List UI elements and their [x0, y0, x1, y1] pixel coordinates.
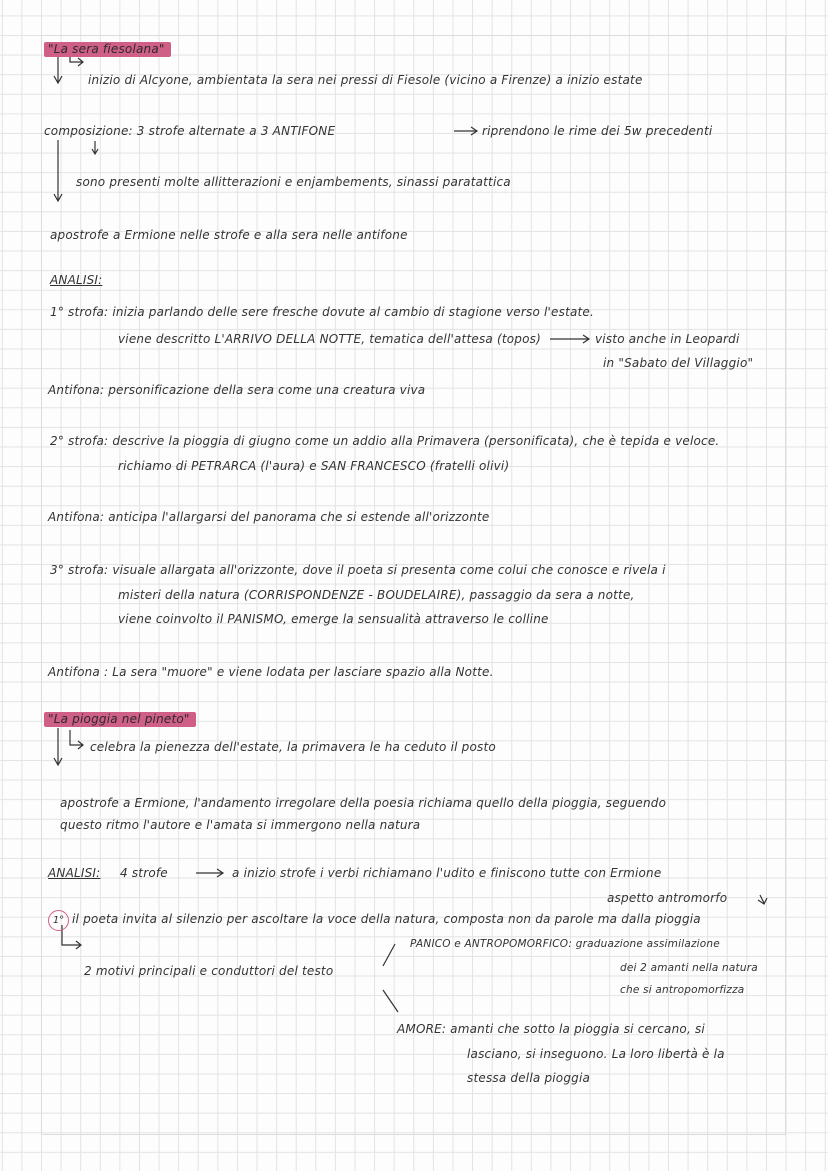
strofa1-line1: 1° strofa: inizia parlando delle sere fresche dovute al cambio di stagione verso l'estate.: [50, 305, 595, 319]
section1-analisi-heading: ANALISI:: [50, 273, 103, 287]
section2-analisi-heading: ANALISI:: [48, 866, 101, 880]
panico-line2: dei 2 amanti nella natura: [620, 962, 758, 974]
strofa1-line4: in "Sabato del Villaggio": [603, 356, 754, 370]
section2-para2: questo ritmo l'autore e l'amata si immergono nella natura: [60, 818, 421, 832]
antifona2: Antifona: anticipa l'allargarsi del panorama che si estende all'orizzonte: [48, 510, 490, 524]
panico-line3: che si antropomorfizza: [620, 984, 745, 996]
strofa1-line2: viene descritto L'ARRIVO DELLA NOTTE, tematica dell'attesa (topos): [118, 332, 541, 346]
arrow-intro-2: [54, 728, 62, 765]
arrow-comp-side: [54, 140, 62, 201]
section2-title: "La pioggia nel pineto": [44, 712, 196, 726]
section2-poeta: il poeta invita al silenzio per ascoltare la voce della natura, composta non da parole ma dalla pioggia: [72, 912, 701, 926]
strofa3-line1: 3° strofa: visuale allargata all'orizzonte, dove il poeta si presenta come colui che conosce e rivela i: [50, 563, 666, 577]
arrow-analisi-right: [196, 869, 223, 877]
arrow-leopardi: [550, 335, 589, 343]
section2-strofe-note: a inizio strofe i verbi richiamano l'udito e finiscono tutte con Ermione: [232, 866, 662, 880]
amore-line2: lasciano, si inseguono. La loro libertà è la: [467, 1047, 725, 1061]
section1-apostrofe: apostrofe a Ermione nelle strofe e alla sera nelle antifone: [50, 228, 408, 242]
arrow-comp-right: [454, 127, 477, 135]
strofa1-line3: visto anche in Leopardi: [595, 332, 740, 346]
section1-composition-note: riprendono le rime dei 5w precedenti: [482, 124, 713, 138]
strofa2-line1: 2° strofa: descrive la pioggia di giugno come un addio alla Primavera (personificata), che è tepida e veloce.: [50, 434, 720, 448]
section1-composition: composizione: 3 strofe alternate a 3 ANTIFONE: [44, 124, 336, 138]
arrow-comp-down: [92, 141, 98, 154]
panico-line1: PANICO e ANTROPOMORFICO: graduazione assimilazione: [410, 938, 720, 950]
section2-intro: celebra la pienezza dell'estate, la primavera le ha ceduto il posto: [90, 740, 496, 754]
amore-line1: AMORE: amanti che sotto la pioggia si cercano, si: [397, 1022, 705, 1036]
section2-para1: apostrofe a Ermione, l'andamento irregolare della poesia richiama quello della pioggia, seguendo: [60, 796, 667, 810]
arrow-hook-2: [70, 730, 83, 749]
section1-intro: inizio di Alcyone, ambientata la sera nei pressi di Fiesole (vicino a Firenze) a inizio estate: [88, 73, 643, 87]
section2-strofe: 4 strofe: [120, 866, 168, 880]
arrow-antromorfo: [758, 895, 767, 904]
arrow-intro-1: [54, 56, 62, 83]
strofa3-line3: viene coinvolto il PANISMO, emerge la sensualità attraverso le colline: [118, 612, 549, 626]
point-1-badge: 1°: [48, 910, 69, 931]
antifona1: Antifona: personificazione della sera come una creatura viva: [48, 383, 426, 397]
section1-figures: sono presenti molte allitterazioni e enjambements, sinassi paratattica: [76, 175, 511, 189]
antifona3: Antifona : La sera "muore" e viene lodata per lasciare spazio alla Notte.: [48, 665, 494, 679]
section2-motivi: 2 motivi principali e conduttori del testo: [84, 964, 334, 978]
section1-title: "La sera fiesolana": [44, 42, 171, 56]
branch-up: [383, 944, 395, 966]
section2-antromorfo: aspetto antromorfo: [607, 891, 728, 905]
strofa2-line2: richiamo di PETRARCA (l'aura) e SAN FRANCESCO (fratelli olivi): [118, 459, 510, 473]
strofa3-line2: misteri della natura (CORRISPONDENZE - BOUDELAIRE), passaggio da sera a notte,: [118, 588, 635, 602]
branch-down: [383, 990, 398, 1012]
amore-line3: stessa della pioggia: [467, 1071, 591, 1085]
